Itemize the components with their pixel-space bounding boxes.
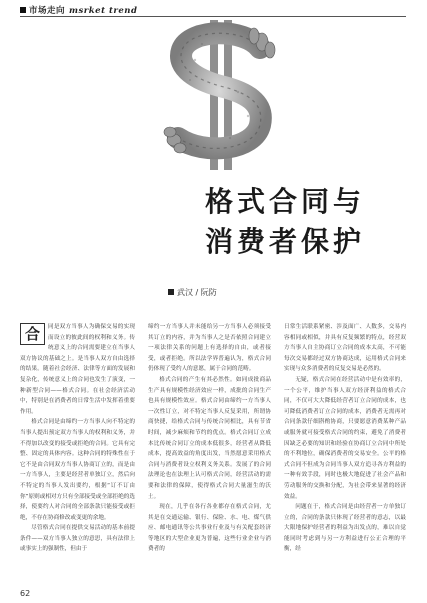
column-2	[148, 322, 271, 584]
article-title	[205, 182, 365, 262]
drop-cap: 合	[20, 323, 45, 345]
section-bullet	[20, 7, 26, 13]
byline	[168, 287, 217, 298]
column-3-paragraph-2: 无疑，格式合同在经营活动中是有效率的，一个公平，维护当事人双方经济利益的格式合同，不仅可大大降低经营者订立合同的成本，也可降低消费者订立合同的成本，消费者无需再对合同条款仔细斟酌协商，只要愿意消费某种产品或服务就可接受格式合同的约束，避免了消费者因缺乏必要的知识和经验在协商订立合同中所处的不利地位，确保消费者的交易安全。公平的格式合同不但成为合同当事人双方追寻各方利益的一种有效手段，同时也极大地促进了社会产品和劳动服务的交换和分配，为社会带来显著的经济效益。	[284, 376, 406, 500]
byline-bullet	[168, 289, 174, 295]
byline-text: 武汉 / 阮防	[177, 288, 217, 297]
article-title-line1: 格式合同与	[205, 185, 366, 218]
section-title-en: msrket trend	[69, 6, 138, 16]
column-1	[20, 322, 135, 584]
column-3-paragraph-1: 日常生活联系紧密、涉及面广、人数多，交易内容相同或相似，并具有反复频繁的特点，经营双方当事人自主协商订立合同的成本太高，不可能每次交易都经过双方协商达成，运用格式合同来实现与众多消费者的反复交易是必然的。	[284, 324, 406, 373]
column-1-paragraph-3: 尽管格式合同在提供交易活动的基本前提条件——双方当事人独立的意思，具有法律上或事实上的强制性，但由于	[20, 525, 135, 553]
column-3	[284, 322, 406, 584]
page-number: 62	[20, 589, 31, 598]
article-title-line2: 消费者保护	[205, 225, 366, 258]
column-3-paragraph-3: 问题在于，格式合同是由经营者一方单独订立的，合同的条款只体现了经营者的意志，以最大限地保护经营者的利益为出发点的，难以自觉能同时考虑到与另一方利益进行公正合理的平衡，经	[284, 504, 406, 553]
section-header	[20, 4, 137, 16]
section-title-cn: 市场走向	[29, 6, 66, 16]
header-rule	[20, 16, 406, 17]
dollar-hands-illustration	[150, 20, 290, 170]
column-2-paragraph-3: 现在，几乎在各行各业都存在格式合同，尤其是在交通运输、银行、保险、水、电、煤气供应、邮电通讯等公共事业行业及与有关配套经济等地区的大型企业更为普遍，这些行业企业与消费者的	[148, 504, 271, 553]
column-2-paragraph-2: 格式合同的产生有其必然性。如同成批商品生产具有规模性经济效应一样，成批的合同生产也具有规模性效应。格式合同由缔约一方当事人一次性订立，对不特定当事人反复采用，所谓协商快捷，给格式合同与传统合同相比，具有节省时间，减少麻烦和节约的优点。格式合同订立成本比传统合同订立的成本低很多，经营者从降低成本，提高效益的角度出发，当然愿意采用格式合同与消费者设立权利义务关系。发展了的合同法理论也在法理上认可格式合同，经营活动的需要和法律的保障，使得格式合同大量滋生的沃土。	[148, 376, 271, 500]
column-2-paragraph-1: 缔约一方当事人并未能给另一方当事人必须接受其订立的内容，并为当事人之是否依照合同建立一项法律关系的问题上有选择的自由，或者接受，或者拒绝。所以法学界普遍认为，格式合同仍体现了受约人的意愿，属于合同的范畴。	[148, 324, 271, 373]
column-1-paragraph-1: 同是双方当事人为确保交易的实现而设立的彼此间的权利和义务。传统意义上的合同需要建立在当事人双方协议的基础之上。是当事人双方自由选择的结果。随着社会经济、法律等方面的发展和复杂化，传统意义上的合同也发生了演变，一种新型合同——格式合同。在社会经济活动中，特别是在消费者的日常生活中发挥着重要作用。	[20, 324, 135, 415]
column-1-paragraph-2: 格式合同是由缔约一方当事人向不特定的当事人提出预定双方当事人的权利和义务，并不得加以改变的接受或拒绝的合同。它具有完整、固定的具体内容。这种合同的特殊性在于它不是由合同双方当事人协商订立的，而是由一方当事人，主要是经营者单独订立，然后向不特定的当事人发出要约，根据“订不订由你”原则或相对方只有全部接受或全部拒绝的选择，使要约人对合同的全部条款只能接受或拒绝，不存在协商修改或变更的余地。	[20, 419, 135, 521]
